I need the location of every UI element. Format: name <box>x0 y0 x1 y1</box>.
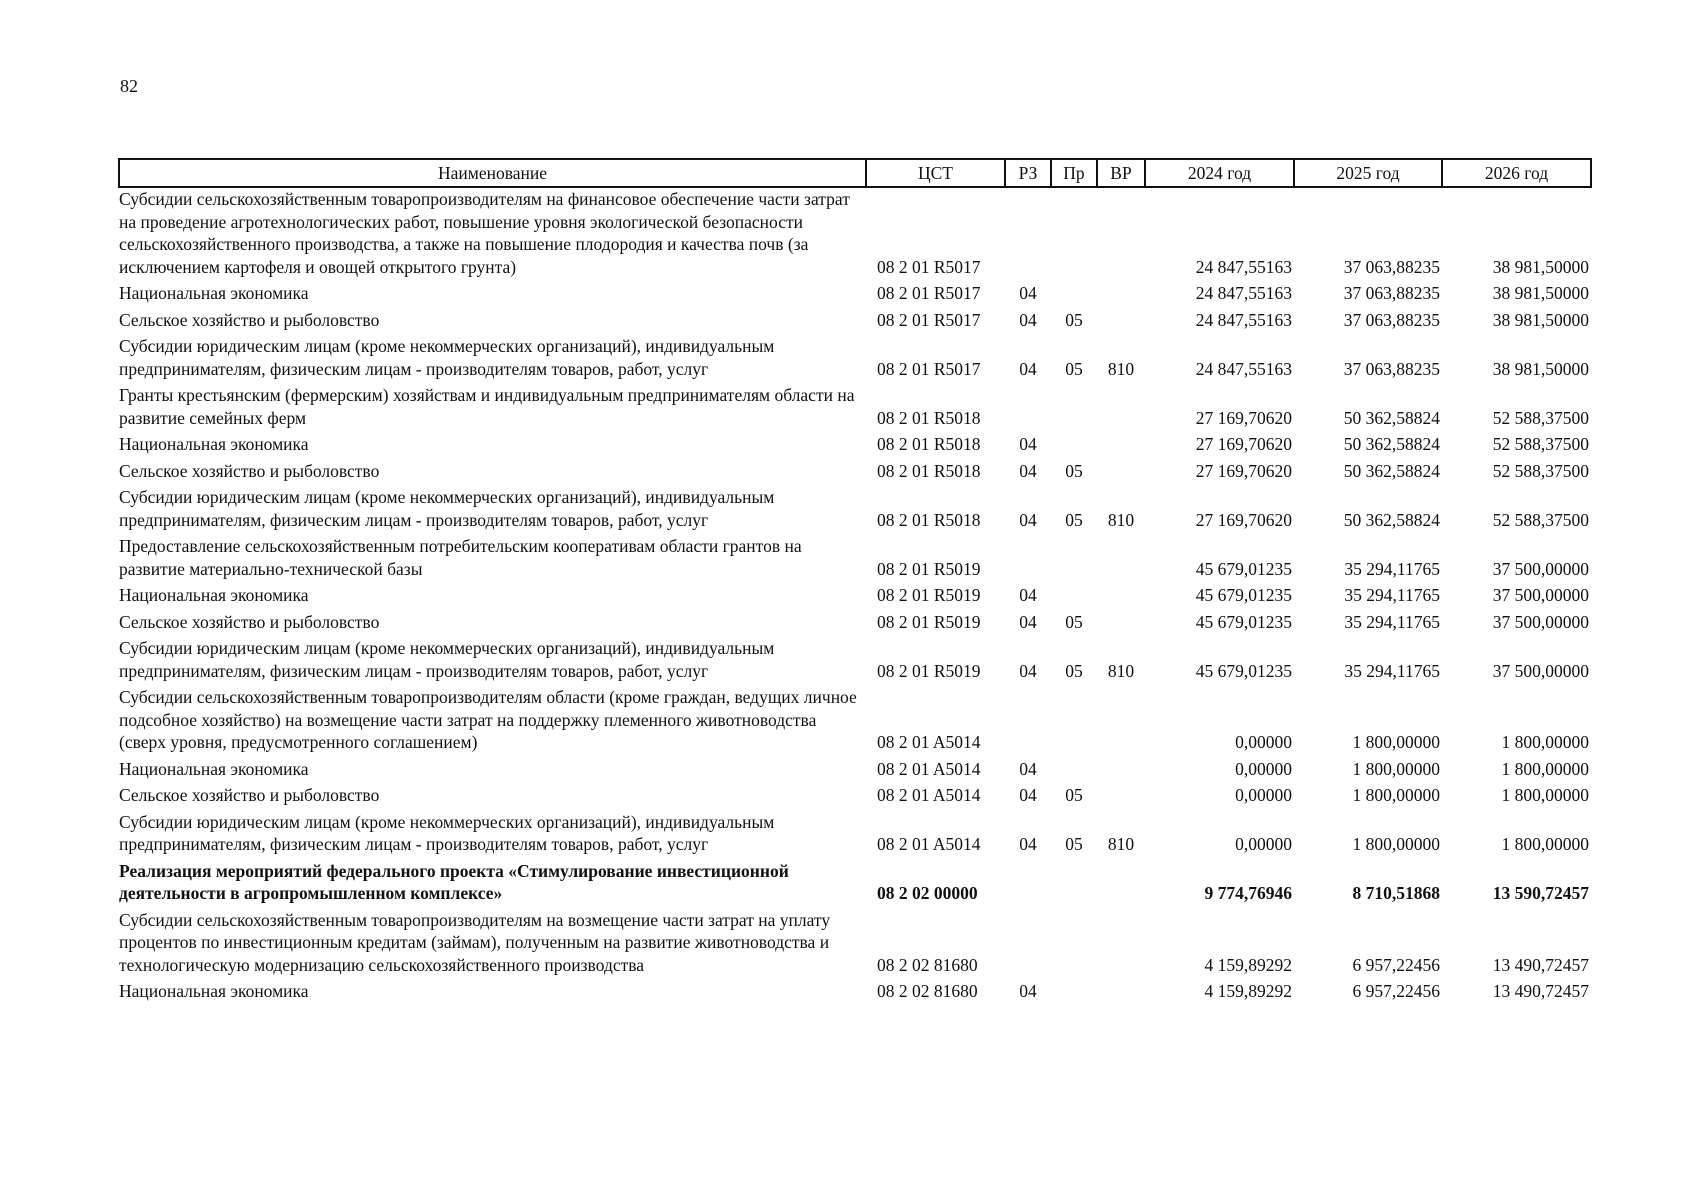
cell-2024: 24 847,55163 <box>1195 358 1292 379</box>
cell-name: Предоставление сельскохозяйственным потребительским кооперативам области грантов на развитие материально-технической базы <box>119 536 802 579</box>
cell-2026: 13 590,72457 <box>1492 883 1589 903</box>
cell-2025: 8 710,51868 <box>1352 883 1440 903</box>
cell-2026: 52 588,37500 <box>1492 407 1589 428</box>
table-row <box>119 909 1591 981</box>
table-row <box>119 637 1591 686</box>
cell-vr <box>1097 460 1145 487</box>
cell-2024: 27 169,70620 <box>1195 509 1292 530</box>
cell-pr: 05 <box>1065 611 1083 632</box>
cell-cst: 08 2 01 A5014 <box>877 834 981 854</box>
cell-rz: 04 <box>1019 585 1037 605</box>
cell-cst: 08 2 01 R5018 <box>877 434 981 454</box>
cell-cst: 08 2 01 A5014 <box>877 732 981 752</box>
cell-pr <box>1051 909 1097 981</box>
cell-name: Субсидии сельскохозяйственным товаропроизводителям на возмещение части затрат на уплату процентов по инвестиционным кредитам (займам), полученным на развитие животноводства и технологическую модернизацию сельскохозяйственного производства <box>119 909 831 975</box>
cell-2025: 6 957,22456 <box>1352 954 1440 975</box>
cell-name: Сельское хозяйство и рыболовство <box>119 309 380 330</box>
cell-2024: 0,00000 <box>1235 834 1292 854</box>
cell-2024: 45 679,01235 <box>1195 585 1292 605</box>
cell-2025: 35 294,11765 <box>1344 660 1440 681</box>
cell-2024: 0,00000 <box>1235 758 1292 779</box>
cell-rz: 04 <box>1019 434 1037 454</box>
cell-2025: 1 800,00000 <box>1352 834 1440 854</box>
cell-2026: 1 800,00000 <box>1501 834 1589 854</box>
cell-cst: 08 2 01 R5017 <box>877 256 981 277</box>
cell-pr: 05 <box>1065 358 1083 379</box>
header-cst: ЦСТ <box>866 159 1005 187</box>
cell-2025: 37 063,88235 <box>1343 309 1440 330</box>
cell-name: Национальная экономика <box>119 434 309 454</box>
cell-cst: 08 2 01 R5018 <box>877 407 981 428</box>
table-row <box>119 584 1591 611</box>
cell-cst: 08 2 01 R5017 <box>877 283 981 303</box>
cell-vr <box>1097 860 1145 909</box>
cell-2026: 38 981,50000 <box>1492 283 1589 303</box>
table-row <box>119 758 1591 785</box>
cell-2024: 24 847,55163 <box>1195 256 1292 277</box>
cell-rz: 04 <box>1019 981 1037 1001</box>
cell-2025: 35 294,11765 <box>1344 611 1440 632</box>
cell-pr: 05 <box>1065 509 1083 530</box>
cell-2025: 50 362,58824 <box>1343 407 1440 428</box>
cell-pr <box>1051 384 1097 433</box>
cell-pr: 05 <box>1065 460 1083 481</box>
cell-name: Сельское хозяйство и рыболовство <box>119 785 380 805</box>
cell-pr: 05 <box>1065 834 1083 854</box>
cell-rz: 04 <box>1019 785 1037 805</box>
cell-2025: 1 800,00000 <box>1352 732 1440 752</box>
cell-pr: 05 <box>1065 785 1083 805</box>
cell-rz: 04 <box>1019 283 1037 303</box>
cell-2024: 24 847,55163 <box>1195 309 1292 330</box>
cell-pr: 05 <box>1065 660 1083 681</box>
cell-vr <box>1097 535 1145 584</box>
cell-2025: 1 800,00000 <box>1352 785 1440 805</box>
cell-pr <box>1051 686 1097 758</box>
cell-vr <box>1097 433 1145 460</box>
cell-2026: 13 490,72457 <box>1492 954 1589 975</box>
cell-vr: 810 <box>1107 660 1135 681</box>
cell-cst: 08 2 01 R5019 <box>877 558 981 579</box>
cell-2025: 37 063,88235 <box>1343 358 1440 379</box>
header-vr: ВР <box>1097 159 1145 187</box>
header-2025: 2025 год <box>1294 159 1442 187</box>
cell-pr <box>1051 187 1097 282</box>
cell-rz: 04 <box>1019 834 1037 854</box>
cell-2025: 1 800,00000 <box>1352 758 1440 779</box>
cell-2024: 0,00000 <box>1235 785 1292 805</box>
cell-vr <box>1097 784 1145 811</box>
cell-2026: 1 800,00000 <box>1501 758 1589 779</box>
cell-vr <box>1097 909 1145 981</box>
table-header-row <box>119 159 1591 187</box>
cell-rz: 04 <box>1019 758 1037 779</box>
table-row <box>119 187 1591 282</box>
cell-vr: 810 <box>1107 358 1135 379</box>
cell-vr <box>1097 584 1145 611</box>
cell-cst: 08 2 01 R5018 <box>877 509 981 530</box>
budget-table <box>118 158 1592 1007</box>
table-row <box>119 460 1591 487</box>
cell-2025: 6 957,22456 <box>1352 981 1440 1001</box>
cell-vr <box>1097 758 1145 785</box>
cell-2024: 4 159,89292 <box>1204 981 1292 1001</box>
cell-name: Субсидии юридическим лицам (кроме некоммерческих организаций), индивидуальным предпринимателям, физическим лицам - производителям товаров, работ, услуг <box>119 811 775 854</box>
table-row <box>119 980 1591 1007</box>
cell-cst: 08 2 01 R5019 <box>877 585 981 605</box>
cell-name: Субсидии сельскохозяйственным товаропроизводителям области (кроме граждан, ведущих личное подсобное хозяйство) на возмещение части затрат на поддержку племенного животноводства (сверх уровня, предусмотренного соглашением) <box>119 687 857 752</box>
table-row <box>119 611 1591 638</box>
cell-vr <box>1097 611 1145 638</box>
cell-2024: 9 774,76946 <box>1204 883 1292 903</box>
table-row <box>119 384 1591 433</box>
cell-rz: 04 <box>1019 660 1037 681</box>
cell-cst: 08 2 02 00000 <box>877 883 978 903</box>
cell-rz <box>1005 535 1051 584</box>
table-row <box>119 535 1591 584</box>
cell-name: Национальная экономика <box>119 981 309 1001</box>
cell-pr <box>1051 758 1097 785</box>
cell-2025: 35 294,11765 <box>1344 585 1440 605</box>
cell-cst: 08 2 01 R5019 <box>877 611 981 632</box>
cell-2026: 38 981,50000 <box>1492 256 1589 277</box>
cell-cst: 08 2 01 R5017 <box>877 358 981 379</box>
cell-2026: 1 800,00000 <box>1501 785 1589 805</box>
table-row <box>119 309 1591 336</box>
cell-pr <box>1051 535 1097 584</box>
page-number: 82 <box>120 76 138 96</box>
cell-rz <box>1005 187 1051 282</box>
cell-name: Национальная экономика <box>119 585 309 605</box>
cell-rz: 04 <box>1019 358 1037 379</box>
cell-rz: 04 <box>1019 460 1037 481</box>
header-pr: Пр <box>1051 159 1097 187</box>
cell-2025: 37 063,88235 <box>1343 256 1440 277</box>
cell-2026: 37 500,00000 <box>1492 611 1589 632</box>
cell-cst: 08 2 01 A5014 <box>877 758 981 779</box>
cell-2024: 27 169,70620 <box>1195 407 1292 428</box>
cell-name: Национальная экономика <box>119 758 309 779</box>
cell-vr: 810 <box>1107 834 1135 854</box>
cell-cst: 08 2 02 81680 <box>877 981 978 1001</box>
cell-2024: 0,00000 <box>1235 732 1292 752</box>
cell-2025: 50 362,58824 <box>1343 460 1440 481</box>
cell-2026: 52 588,37500 <box>1492 460 1589 481</box>
header-rz: РЗ <box>1005 159 1051 187</box>
cell-name: Реализация мероприятий федерального проекта «Стимулирование инвестиционной деятельности в агропромышленном комплексе» <box>119 860 789 903</box>
cell-2025: 50 362,58824 <box>1343 434 1440 454</box>
cell-2024: 27 169,70620 <box>1195 434 1292 454</box>
cell-pr <box>1051 433 1097 460</box>
cell-vr: 810 <box>1107 509 1135 530</box>
cell-vr <box>1097 686 1145 758</box>
cell-cst: 08 2 01 R5019 <box>877 660 981 681</box>
cell-rz: 04 <box>1019 611 1037 632</box>
cell-2024: 27 169,70620 <box>1195 460 1292 481</box>
cell-rz: 04 <box>1019 509 1037 530</box>
cell-2024: 4 159,89292 <box>1204 954 1292 975</box>
cell-rz <box>1005 860 1051 909</box>
cell-rz <box>1005 909 1051 981</box>
header-2026: 2026 год <box>1442 159 1591 187</box>
cell-2026: 52 588,37500 <box>1492 509 1589 530</box>
cell-vr <box>1097 980 1145 1007</box>
cell-2026: 13 490,72457 <box>1492 981 1589 1001</box>
table-row <box>119 784 1591 811</box>
cell-rz: 04 <box>1019 309 1037 330</box>
cell-2024: 45 679,01235 <box>1195 660 1292 681</box>
table-row <box>119 486 1591 535</box>
cell-cst: 08 2 01 R5017 <box>877 309 981 330</box>
cell-2026: 38 981,50000 <box>1492 309 1589 330</box>
cell-pr <box>1051 282 1097 309</box>
cell-2026: 37 500,00000 <box>1492 585 1589 605</box>
cell-cst: 08 2 01 A5014 <box>877 785 981 805</box>
table-row <box>119 433 1591 460</box>
cell-name: Субсидии юридическим лицам (кроме некоммерческих организаций), индивидуальным предпринимателям, физическим лицам - производителям товаров, работ, услуг <box>119 487 775 530</box>
table-row <box>119 335 1591 384</box>
cell-vr <box>1097 282 1145 309</box>
cell-2024: 24 847,55163 <box>1195 283 1292 303</box>
cell-2026: 1 800,00000 <box>1501 732 1589 752</box>
cell-name: Субсидии юридическим лицам (кроме некоммерческих организаций), индивидуальным предпринимателям, физическим лицам - производителям товаров, работ, услуг <box>119 638 775 681</box>
cell-name: Субсидии юридическим лицам (кроме некоммерческих организаций), индивидуальным предпринимателям, физическим лицам - производителям товаров, работ, услуг <box>119 336 775 379</box>
cell-vr <box>1097 309 1145 336</box>
header-name: Наименование <box>119 159 866 187</box>
cell-vr <box>1097 384 1145 433</box>
table-body <box>119 187 1591 1007</box>
cell-name: Сельское хозяйство и рыболовство <box>119 460 380 481</box>
cell-2024: 45 679,01235 <box>1195 558 1292 579</box>
cell-name: Субсидии сельскохозяйственным товаропроизводителям на финансовое обеспечение части затрат на проведение агротехнологических работ, повышение уровня экологической безопасности сельскохозяйственного производства, а также на повышение плодородия и качества почв (за исключением картофеля и овощей открытого грунта) <box>119 189 850 277</box>
cell-vr <box>1097 187 1145 282</box>
cell-name: Национальная экономика <box>119 283 309 303</box>
cell-2025: 35 294,11765 <box>1344 558 1440 579</box>
cell-pr <box>1051 980 1097 1007</box>
header-2024: 2024 год <box>1145 159 1294 187</box>
table-row <box>119 860 1591 909</box>
cell-2025: 37 063,88235 <box>1343 283 1440 303</box>
cell-2024: 45 679,01235 <box>1195 611 1292 632</box>
cell-pr <box>1051 860 1097 909</box>
cell-2026: 37 500,00000 <box>1492 558 1589 579</box>
cell-rz <box>1005 686 1051 758</box>
cell-pr <box>1051 584 1097 611</box>
cell-name: Сельское хозяйство и рыболовство <box>119 611 380 632</box>
cell-cst: 08 2 02 81680 <box>877 954 978 975</box>
cell-name: Гранты крестьянским (фермерским) хозяйствам и индивидуальным предпринимателям области на развитие семейных ферм <box>119 385 855 428</box>
table-row <box>119 686 1591 758</box>
table-row <box>119 811 1591 860</box>
cell-2025: 50 362,58824 <box>1343 509 1440 530</box>
cell-2026: 52 588,37500 <box>1492 434 1589 454</box>
cell-2026: 38 981,50000 <box>1492 358 1589 379</box>
cell-rz <box>1005 384 1051 433</box>
cell-cst: 08 2 01 R5018 <box>877 460 981 481</box>
table-row <box>119 282 1591 309</box>
cell-2026: 37 500,00000 <box>1492 660 1589 681</box>
cell-pr: 05 <box>1065 309 1083 330</box>
